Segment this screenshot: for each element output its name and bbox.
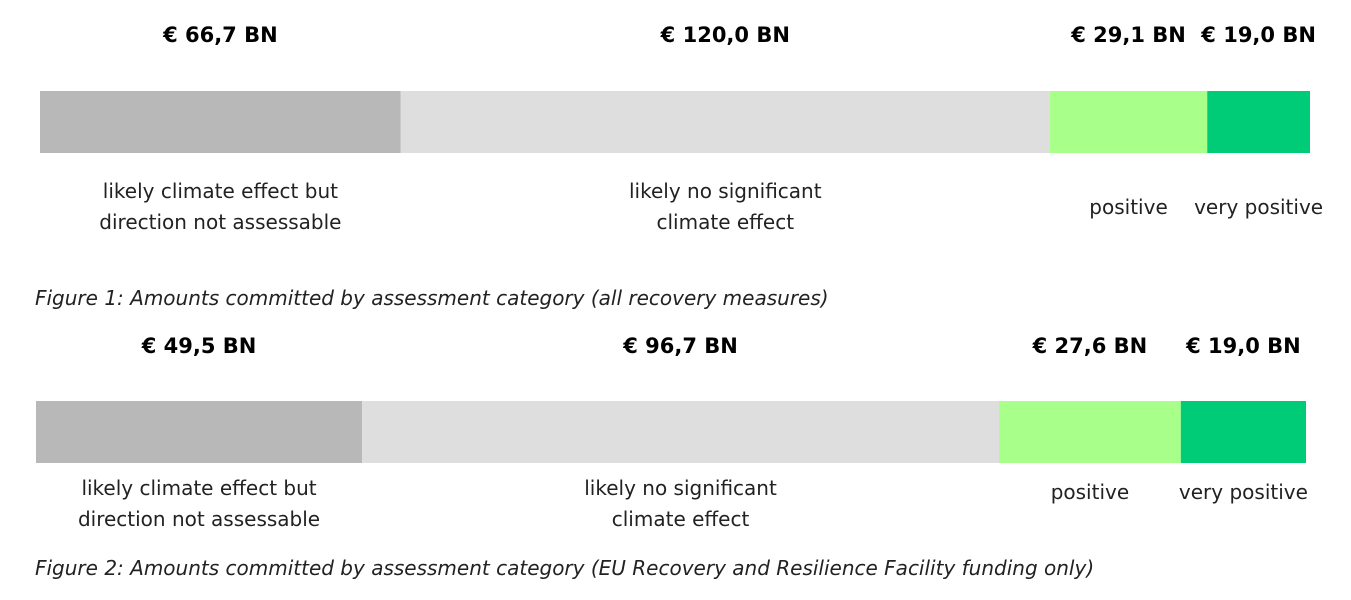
- bar-segment-positive: [999, 401, 1181, 463]
- figure-1-caption: Figure 1: Amounts committed by assessment category (all recovery measures): [35, 286, 829, 310]
- figure-2-caption: Figure 2: Amounts committed by assessment category (EU Recovery and Resilience Facility funding only): [35, 556, 1095, 580]
- category-label-positive: positive: [1089, 195, 1168, 219]
- stacked-bar-chart-2: [0, 312, 1351, 560]
- category-label-very-positive: very positive: [1178, 480, 1308, 504]
- value-label-no-significant-effect: € 96,7 BN: [623, 334, 738, 358]
- bar-segment-very-positive: [1207, 91, 1310, 153]
- figure-2: [0, 312, 1351, 600]
- value-label-very-positive: € 19,0 BN: [1201, 23, 1316, 47]
- category-label-not-assessable: likely climate effect but direction not assessable: [99, 179, 342, 234]
- category-label-no-significant-effect: likely no significant climate effect: [629, 179, 822, 234]
- value-label-not-assessable: € 49,5 BN: [141, 334, 257, 358]
- value-label-no-significant-effect: € 120,0 BN: [660, 23, 790, 47]
- bar-segment-not-assessable: [40, 91, 401, 153]
- bar-segment-no-significant-effect: [401, 91, 1050, 153]
- stacked-bar-chart-1: [0, 0, 1351, 290]
- value-label-positive: € 29,1 BN: [1071, 23, 1186, 47]
- category-label-very-positive: very positive: [1194, 195, 1324, 219]
- value-label-positive: € 27,6 BN: [1032, 334, 1148, 358]
- category-label-not-assessable: likely climate effect but direction not assessable: [77, 476, 321, 531]
- bar-segment-very-positive: [1181, 401, 1306, 463]
- bar-segment-positive: [1050, 91, 1207, 153]
- value-label-not-assessable: € 66,7 BN: [163, 23, 278, 47]
- category-label-positive: positive: [1050, 480, 1130, 504]
- bar-segment-no-significant-effect: [362, 401, 999, 463]
- value-label-very-positive: € 19,0 BN: [1186, 334, 1301, 358]
- bar-segment-not-assessable: [36, 401, 362, 463]
- category-label-no-significant-effect: likely no significant climate effect: [584, 476, 777, 531]
